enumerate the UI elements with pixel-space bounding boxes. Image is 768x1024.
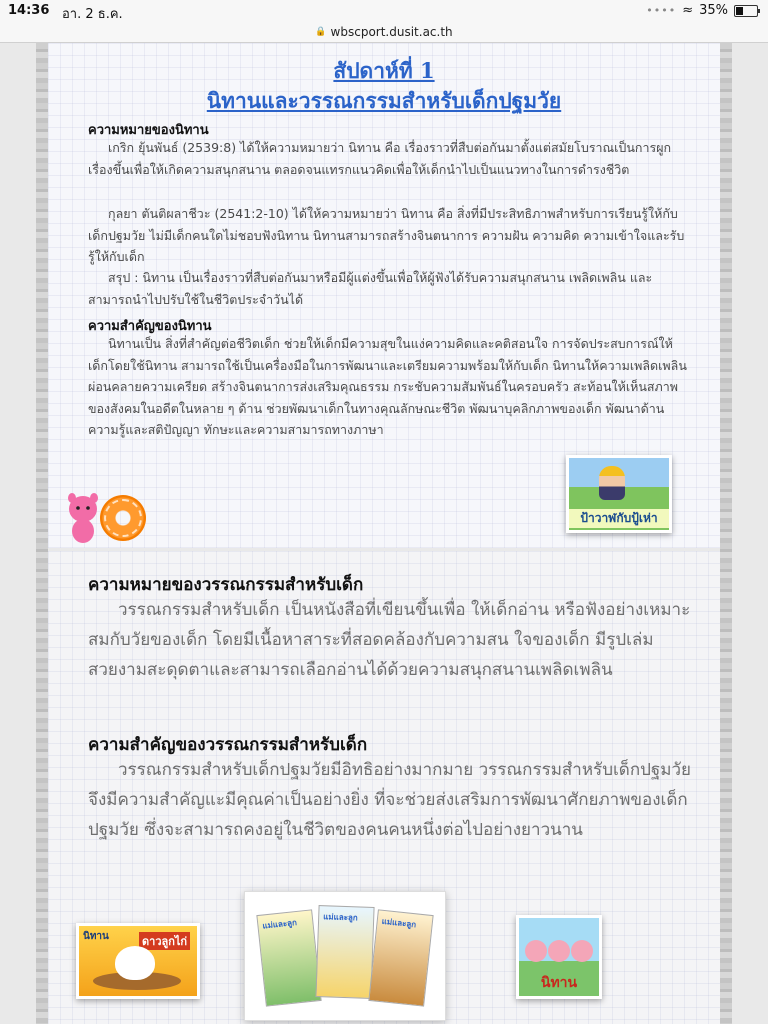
status-date: อา. 2 ธ.ค. [62, 7, 123, 22]
stone-border-right [720, 43, 732, 1024]
story-image-pigs[interactable] [516, 915, 602, 999]
hen-label: นิทาน [83, 931, 109, 942]
paragraph: เกริก ยุ้นพันธ์ (2539:8) ได้ให้ความหมายว่า นิทาน คือ เรื่องราวที่สืบต่อกันมาตั้งแต่สมัยโบราณเป็นการผูกเรื่องขึ้นเพื่อให้เกิดความสนุกสนาน ตลอดจนแทรกแนวคิดเพื่อให้เด็กนำไปเป็นแนวทางในการดำรงชีวิต [88, 140, 672, 177]
pig-face [571, 940, 593, 962]
signal-icon: •••• [646, 4, 677, 17]
book-cover: แม่และลูก [315, 905, 374, 999]
section-heading-literature-importance: ความสำคัญของวรรณกรรมสำหรับเด็ก [88, 735, 368, 755]
book-cover: แม่และลูก [256, 909, 321, 1006]
story-image-hen[interactable] [76, 923, 200, 999]
status-time: 14:36 [8, 3, 50, 18]
address-bar[interactable] [0, 22, 768, 43]
donut-icon [100, 495, 146, 541]
story-image-books[interactable] [244, 891, 446, 1021]
paragraph: สรุป : นิทาน เป็นเรื่องราวที่สืบต่อกันมาหรือมีผู้แต่งขึ้นเพื่อให้ผู้ฟังได้รับความสนุกสนาน เพลิดเพลิน และสามารถนำไปปรับใช้ในชีวิตประจำวันได้ [88, 270, 653, 307]
battery-fill [736, 7, 743, 15]
cartoon-figure [599, 466, 625, 500]
stone-border-left [36, 43, 48, 1024]
paragraph: กุลยา ตันติผลาชีวะ (2541:2-10) ได้ให้ความหมายว่า นิทาน คือ สิ่งที่มีประสิทธิภาพสำหรับการเรียนรู้ให้กับเด็กปฐมวัย ไม่มีเด็กคนใดไม่ชอบฟังนิทาน นิทานสามารถสร้างจินตนาการ ความฝัน ความคิด ความเข้าใจและรับรู้ให้กับเด็ก [88, 206, 685, 264]
url-text: wbscport.dusit.ac.th [330, 25, 453, 39]
paragraph: นิทานเป็น สิ่งที่สำคัญต่อชีวิตเด็ก ช่วยให้เด็กมีความสุขในแง่ความคิดและคติสอนใจ การจัดประสบการณ์ให้เด็กโดยใช้นิทาน สามารถใช้เป็นเครื่องมือในการพัฒนาและเตรียมความพร้อมให้กับเด็ก นิทานให้ความเพลิดเพลิน ผ่อนคลายความเครียด สร้างจินตนาการส่งเสริมคุณธรรม กระชับความสัมพันธ์ในครอบครัว สะท้อนให้เห็นสภาพของสังคมในอดีตในหลาย ๆ ด้าน ช่วยพัฒนาเด็กในทางคุณลักษณะชีวิต พัฒนาบุคลิกภาพของเด็ก พัฒนาด้านความรู้และสติปัญญา ทักษะและความสามารถทางภาษา [88, 336, 687, 437]
status-bar [0, 0, 768, 22]
wifi-icon: ≈ [682, 3, 694, 18]
section-heading-literature-meaning: ความหมายของวรรณกรรมสำหรับเด็ก [88, 575, 364, 595]
section-heading-tale-importance: ความสำคัญของนิทาน [88, 319, 212, 334]
battery-icon [734, 5, 758, 17]
battery-percent: 35% [699, 3, 728, 18]
page-title-week: สัปดาห์ที่ 1 [333, 58, 435, 83]
page-title: นิทานและวรรณกรรมสำหรับเด็กปฐมวัย [206, 88, 562, 113]
lock-icon: 🔒 [315, 27, 327, 37]
pig-face [525, 940, 547, 962]
paragraph: วรรณกรรมสำหรับเด็กปฐมวัยมีอิทธิอย่างมากมาย วรรณกรรมสำหรับเด็กปฐมวัย จึงมีความสำคัญแะมีคุณค่าเป็นอย่างยิ่ง ที่จะช่วยส่งเสริมการพัฒนาศักยภาพของเด็กปฐมวัย ซึ่งจะสามารถคงอยู่ในชีวิตของคนคนหนึ่งต่อไปอย่างยาวนาน [88, 760, 692, 840]
story-image-rabbit[interactable] [566, 455, 672, 533]
status-right [646, 3, 758, 18]
story-image-caption: ป้าวาฬกับปู้เห่า [569, 509, 669, 528]
pink-pig-icon [64, 493, 102, 545]
paragraph: วรรณกรรมสำหรับเด็ก เป็นหนังสือที่เขียนขึ้นเพื่อ ให้เด็กอ่าน หรือฟังอย่างเหมาะสมกับวัยของเด็ก โดยมีเนื้อหาสาระที่สอดคล้องกับความสน ใจของเด็ก มีรูปเล่มสวยงามสะดุดตาและสามารถเลือกอ่านได้ด้วยความสนุกสนานเพลิดเพลิน [88, 600, 691, 680]
pigs-caption: นิทาน [540, 975, 578, 991]
book-cover: แม่และลูก [368, 909, 433, 1006]
pig-face [548, 940, 570, 962]
section-heading-tale-meaning: ความหมายของนิทาน [88, 123, 209, 138]
content-panel-top [48, 43, 720, 548]
hen-shape [115, 946, 155, 980]
web-page [0, 43, 768, 1024]
hen-title: ดาวลูกไก่ [139, 932, 190, 950]
